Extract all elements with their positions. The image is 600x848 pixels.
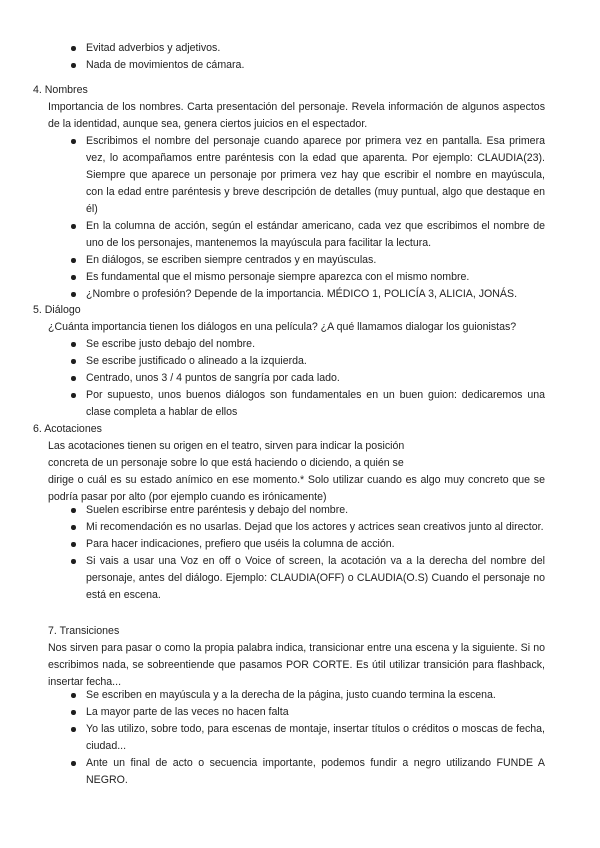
paragraph-line: concreta de un personaje sobre lo que está haciendo o diciendo, a quién se xyxy=(48,457,404,469)
list-item: Suelen escribirse entre paréntesis y debajo del nombre. xyxy=(70,502,545,519)
bullet-list-nombres xyxy=(70,133,545,303)
bullet-list-acotaciones xyxy=(70,502,545,604)
section-paragraph-acotaciones xyxy=(48,438,545,506)
list-item: Centrado, unos 3 / 4 puntos de sangría por cada lado. xyxy=(70,370,545,387)
list-item: Se escribe justificado o alineado a la izquierda. xyxy=(70,353,545,370)
list-item: En diálogos, se escriben siempre centrados y en mayúsculas. xyxy=(70,252,545,269)
list-item: Si vais a usar una Voz en off o Voice of screen, la acotación va a la derecha del nombre del personaje, antes del diálogo. Ejemplo: CLAUDIA(OFF) o CLAUDIA(O.S) Cuando el personaje no está en escena. xyxy=(70,553,545,604)
list-item: Es fundamental que el mismo personaje siempre aparezca con el mismo nombre. xyxy=(70,269,545,286)
list-item: Evitad adverbios y adjetivos. xyxy=(70,40,545,57)
list-item: Se escribe justo debajo del nombre. xyxy=(70,336,545,353)
bullet-list-transiciones xyxy=(70,687,545,789)
paragraph-line: Las acotaciones tienen su origen en el teatro, sirven para indicar la posición xyxy=(48,440,405,452)
list-item: En la columna de acción, según el estándar americano, cada vez que escribimos el nombre de uno de los personajes, mantenemos la mayúscula para facilitar la lectura. xyxy=(70,218,545,252)
section-heading-dialogo: 5. Diálogo xyxy=(33,304,81,316)
intro-bullet-list xyxy=(70,40,545,74)
list-item: Por supuesto, unos buenos diálogos son fundamentales en un buen guion: dedicaremos una clase completa a hablar de ellos xyxy=(70,387,545,421)
list-item: Mi recomendación es no usarlas. Dejad que los actores y actrices sean creativos junto al director. xyxy=(70,519,545,536)
section-heading-acotaciones: 6. Acotaciones xyxy=(33,423,102,435)
section-paragraph-nombres: Importancia de los nombres. Carta presentación del personaje. Revela información de algunos aspectos de la identidad, aunque sea, genera ciertos juicios en el espectador. xyxy=(48,101,545,130)
list-item: Nada de movimientos de cámara. xyxy=(70,57,545,74)
section-heading-nombres: 4. Nombres xyxy=(33,84,88,96)
list-item: Para hacer indicaciones, prefiero que uséis la columna de acción. xyxy=(70,536,545,553)
section-paragraph-transiciones: Nos sirven para pasar o como la propia palabra indica, transicionar entre una escena y la siguiente. Si no escribimos nada, se sobreentiende que pasamos POR CORTE. Es útil utilizar transición para flashback, insertar fecha... xyxy=(48,642,545,688)
list-item: ¿Nombre o profesión? Depende de la importancia. MÉDICO 1, POLICÍA 3, ALICIA, JONÁS. xyxy=(70,286,545,303)
list-item: Se escriben en mayúscula y a la derecha de la página, justo cuando termina la escena. xyxy=(70,687,545,704)
section-paragraph-dialogo: ¿Cuánta importancia tienen los diálogos en una película? ¿A qué llamamos dialogar los guionistas? xyxy=(48,321,517,333)
section-heading-transiciones: 7. Transiciones xyxy=(48,625,120,637)
list-item: Yo las utilizo, sobre todo, para escenas de montaje, insertar títulos o créditos o moscas de fecha, ciudad... xyxy=(70,721,545,755)
bullet-list-dialogo xyxy=(70,336,545,421)
paragraph-line: dirige o cuál es su estado anímico en ese momento.* Solo utilizar cuando es algo muy concreto que se podría pasar por alto (por ejemplo cuando es irónicamente) xyxy=(48,474,545,503)
list-item: Escribimos el nombre del personaje cuando aparece por primera vez en pantalla. Esa primera vez, lo acompañamos entre paréntesis con la edad que aparenta. Por ejemplo: CLAUDIA(23). Siempre que aparece un personaje por primera vez hay que escribir el nombre en mayúscula, con la edad entre paréntesis y breve descripción de detalles (muy puntual, algo que destaque en él) xyxy=(70,133,545,218)
list-item: Ante un final de acto o secuencia importante, podemos fundir a negro utilizando FUNDE A NEGRO. xyxy=(70,755,545,789)
list-item: La mayor parte de las veces no hacen falta xyxy=(70,704,545,721)
